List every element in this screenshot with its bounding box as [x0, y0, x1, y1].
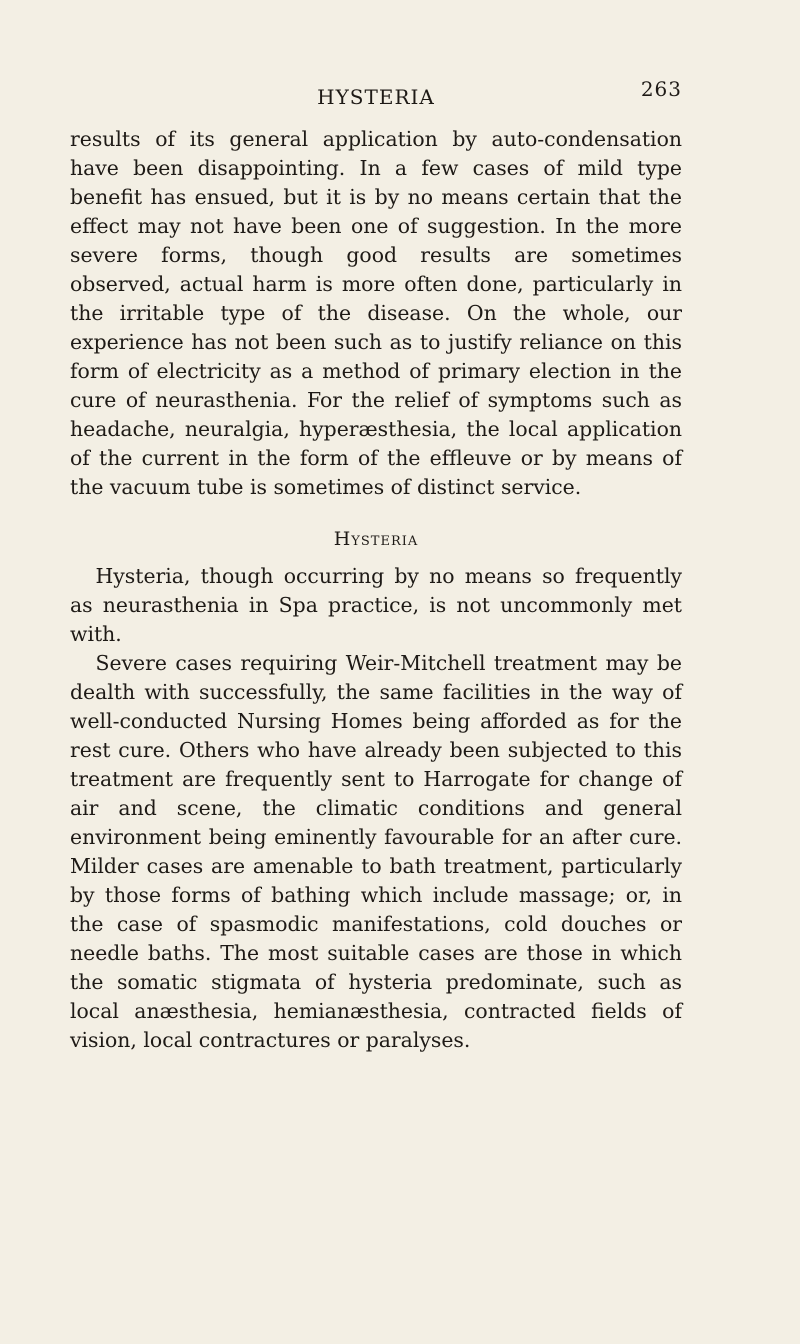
section-heading: Hysteria — [333, 528, 419, 550]
page-number: 263 — [640, 77, 682, 101]
paragraph-continued: results of its general application by auto-condensation have been disappointing. In a few cases of mild type benefit has ensued, but it is by no means certain that the effect may not have been one of suggestion. In the more severe forms, though good results are sometimes observed, actual harm is more often done, particularly in the irritable type of the disease. On the whole, our experience has not been such as to justify reliance on this form of electricity as a method of primary election in the cure of neurasthenia. For the relief of symptoms such as headache, neuralgia, hyperæsthesia, the local application of the current in the form of the effleuve or by means of the vacuum tube is sometimes of distinct service. — [70, 127, 682, 499]
running-head — [70, 77, 682, 115]
paragraph: Severe cases requiring Weir-Mitchell treatment may be dealth with successfully, the same facilities in the way of well-conducted Nursing Homes being afforded as for the rest cure. Others who have already been subjected to this treatment are frequently sent to Harrogate for change of air and scene, the climatic conditions and general environment being eminently favourable for an after cure. Milder cases are amenable to bath treatment, particularly by those forms of bathing which include massage; or, in the case of spasmodic manifestations, cold douches or needle baths. The most suitable cases are those in which the somatic stigmata of hysteria predominate, such as local anæsthesia, hemianæsthesia, contracted fields of vision, local contractures or paralyses. — [70, 651, 682, 1052]
book-page — [70, 77, 682, 1055]
running-title: HYSTERIA — [317, 85, 435, 109]
paragraph: Hysteria, though occurring by no means so frequently as neurasthenia in Spa practice, is not uncommonly met with. — [70, 564, 682, 646]
